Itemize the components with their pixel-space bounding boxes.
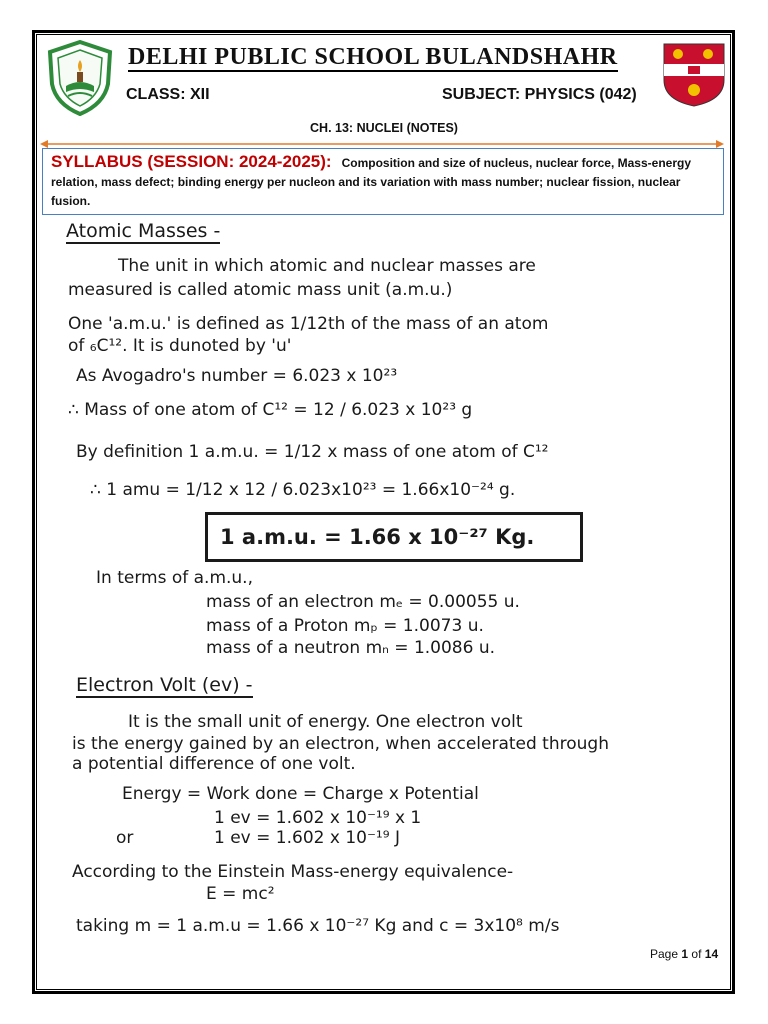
note-line: is the energy gained by an electron, when accelerated through [72,734,609,754]
note-line: mass of a Proton mₚ = 1.0073 u. [206,616,484,636]
school-name-text: DELHI PUBLIC SCHOOL BULANDSHAHR [128,44,618,70]
electron-volt-heading [76,674,253,696]
note-line: measured is called atomic mass unit (a.m.u.) [68,280,453,300]
subject-label: SUBJECT: PHYSICS (042) [442,86,637,103]
school-name [128,44,648,71]
class-label: CLASS: XII [126,86,210,103]
note-line: 1 ev = 1.602 x 10⁻¹⁹ x 1 [214,808,422,828]
syllabus-heading: SYLLABUS (SESSION: 2024-2025): [51,152,332,171]
note-line: In terms of a.m.u., [96,568,253,588]
note-line: By definition 1 a.m.u. = 1/12 x mass of one atom of C¹² [76,442,549,462]
note-line: One 'a.m.u.' is defined as 1/12th of the mass of an atom [68,314,549,334]
atomic-masses-heading-text: Atomic Masses - [66,220,221,242]
note-line: E = mc² [206,884,275,904]
page-number [650,947,718,961]
note-line: The unit in which atomic and nuclear masses are [118,256,536,276]
school-logo [46,40,114,116]
note-line: According to the Einstein Mass-energy equivalence- [72,862,514,882]
page-prefix: Page [650,947,679,961]
page-of: of [691,947,702,961]
note-line: taking m = 1 a.m.u = 1.66 x 10⁻²⁷ Kg and c = 3x10⁸ m/s [76,916,560,936]
note-line: mass of a neutron mₙ = 1.0086 u. [206,638,496,658]
note-line: or [116,828,134,848]
note-line: mass of an electron mₑ = 0.00055 u. [206,592,520,612]
amu-result: 1 a.m.u. = 1.66 x 10⁻²⁷ Kg. [220,525,535,549]
note-line: ∴ Mass of one atom of C¹² = 12 / 6.023 x 10²³ g [68,400,473,420]
note-line: It is the small unit of energy. One electron volt [128,712,523,732]
note-line: of ₆C¹². It is dunoted by 'u' [68,336,292,356]
chapter-title: CH. 13: NUCLEI (NOTES) [310,121,458,135]
note-line: a potential difference of one volt. [72,754,356,774]
page-current: 1 [681,947,689,961]
page-total: 14 [704,947,719,961]
handwritten-notes [66,216,716,936]
syllabus-box [42,148,724,215]
crest-logo [662,42,726,108]
atomic-masses-heading [66,220,220,242]
note-line: 1 ev = 1.602 x 10⁻¹⁹ J [214,828,400,848]
note-line: Energy = Work done = Charge x Potential [122,784,479,804]
amu-result-box [205,512,583,562]
note-line: As Avogadro's number = 6.023 x 10²³ [76,366,398,386]
electron-volt-heading-text: Electron Volt (ev) - [76,674,253,696]
note-line: ∴ 1 amu = 1/12 x 12 / 6.023x10²³ = 1.66x10⁻²⁴ g. [90,480,516,500]
syllabus-text: Composition and size of nucleus, nuclear force, Mass-energy relation, mass defect; binding energy per nucleon and its variation with mass number; nuclear fission, nuclear fusion. [51,156,692,208]
